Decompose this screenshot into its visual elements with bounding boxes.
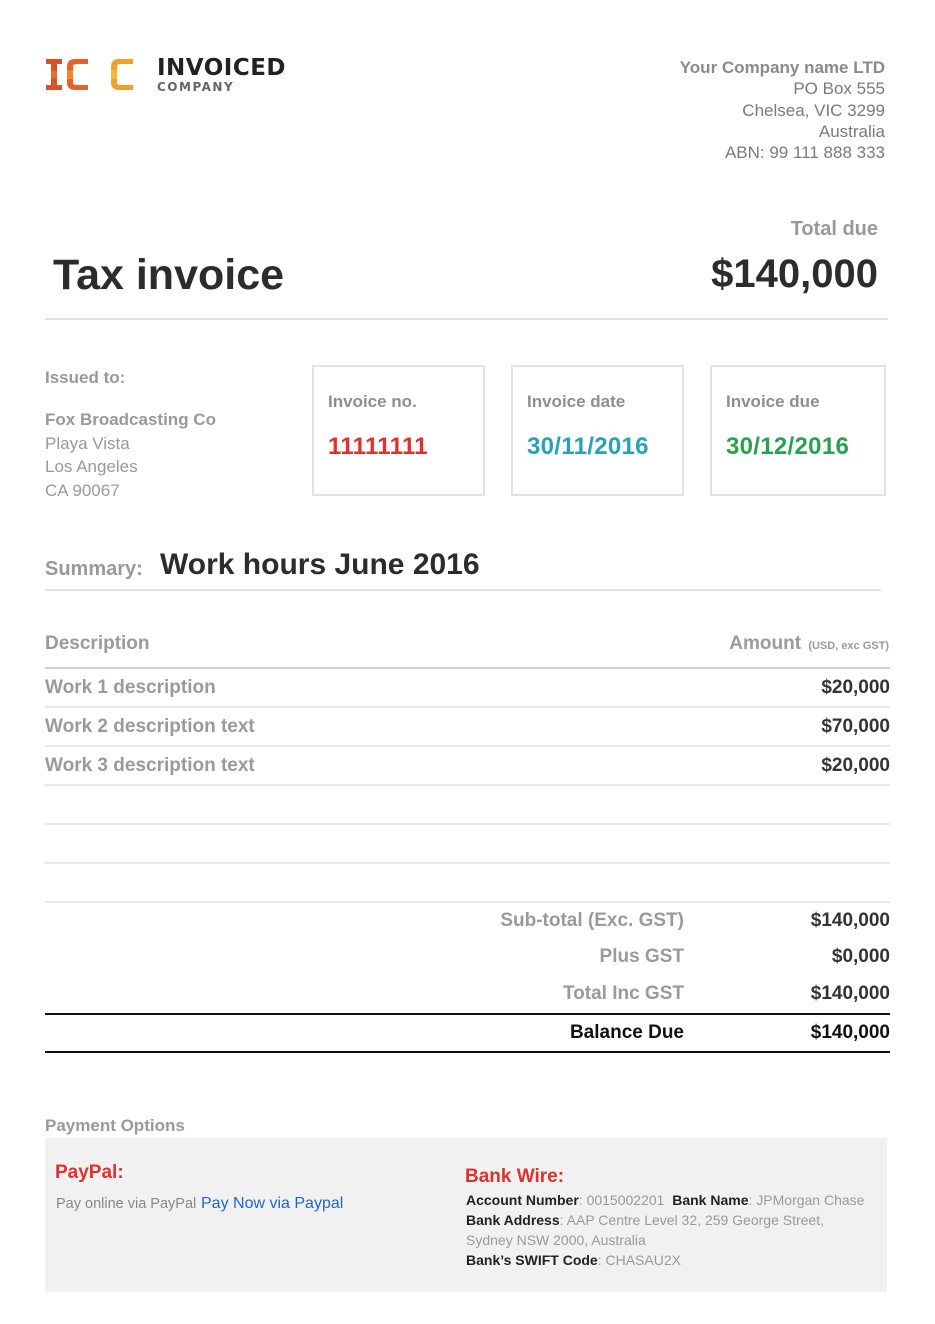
balance-due-label: Balance Due xyxy=(569,1022,684,1043)
account-number-value: 0015002201 xyxy=(586,1192,665,1208)
payment-options-panel xyxy=(45,1138,887,1292)
total-due-amount: $140,000 xyxy=(711,252,878,296)
logo-name: INVOICED xyxy=(157,55,286,81)
pay-now-paypal-link[interactable]: Pay Now via Paypal xyxy=(201,1195,344,1212)
client-address-line: CA 90067 xyxy=(45,481,120,501)
gst-value: $0,000 xyxy=(831,946,890,967)
bank-address-line-2: Sydney NSW 2000, Australia xyxy=(466,1232,646,1248)
summary-value: Work hours June 2016 xyxy=(160,548,480,581)
page-title: Tax invoice xyxy=(53,251,285,299)
table-row xyxy=(45,669,890,708)
company-name: Your Company name LTD xyxy=(679,58,885,77)
gst-row xyxy=(0,946,935,976)
divider xyxy=(45,1051,890,1053)
invoice-number-box xyxy=(312,365,485,496)
gst-label: Plus GST xyxy=(599,946,684,967)
row-description: Work 2 description text xyxy=(45,716,255,737)
summary-label: Summary: xyxy=(45,558,143,580)
bank-wire-details: Account Number: 0015002201 Bank Name: JPMorgan Chase Bank Address: AAP Centre Level 32, 259 George Street, Sydney NSW 2000, Australia Bank’s SWIFT Code: CHASAU2X xyxy=(466,1190,881,1270)
subtotal-label: Sub-total (Exc. GST) xyxy=(500,910,684,931)
company-abn: ABN: 99 111 888 333 xyxy=(724,143,885,163)
client-name: Fox Broadcasting Co xyxy=(45,410,216,429)
bank-name-value: JPMorgan Chase xyxy=(756,1192,865,1208)
row-amount: $20,000 xyxy=(821,755,890,776)
client-address-line: Los Angeles xyxy=(45,457,138,477)
invoice-due-value: 30/12/2016 xyxy=(726,433,850,460)
amount-column-header xyxy=(729,633,889,655)
table-row xyxy=(45,825,890,864)
invoice-number-label: Invoice no. xyxy=(328,392,417,411)
bank-address-label: Bank Address xyxy=(466,1212,560,1228)
description-column-header: Description xyxy=(45,633,150,654)
company-address-line: Australia xyxy=(818,121,885,141)
table-row xyxy=(45,747,890,786)
invoice-due-box xyxy=(710,365,886,496)
company-logo xyxy=(45,56,286,94)
client-address-line: Playa Vista xyxy=(45,433,130,453)
invoice-number-value: 11111111 xyxy=(328,433,428,460)
divider xyxy=(45,1013,890,1015)
bank-name-label: Bank Name xyxy=(672,1192,749,1208)
balance-due-row xyxy=(0,1022,935,1052)
invoice-date-box xyxy=(511,365,684,496)
table-row xyxy=(45,786,890,825)
row-amount: $20,000 xyxy=(821,677,890,698)
table-row xyxy=(45,708,890,747)
company-address-line: PO Box 555 xyxy=(793,79,885,99)
bank-address-value: AAP Centre Level 32, 259 George Street, xyxy=(566,1212,824,1228)
company-address xyxy=(680,57,885,163)
table-row xyxy=(45,864,890,903)
invoice-due-label: Invoice due xyxy=(726,392,820,411)
row-description: Work 3 description text xyxy=(45,755,255,776)
issued-to-label: Issued to: xyxy=(45,368,126,387)
bank-wire-title: Bank Wire: xyxy=(465,1166,565,1187)
paypal-title: PayPal: xyxy=(55,1162,124,1183)
total-inc-gst-row xyxy=(0,983,935,1013)
swift-code-value: CHASAU2X xyxy=(605,1252,681,1268)
amount-header-label: Amount xyxy=(729,633,802,654)
subtotal-value: $140,000 xyxy=(810,910,890,931)
logo-subtitle: COMPANY xyxy=(157,80,235,94)
swift-code-label: Bank’s SWIFT Code xyxy=(466,1252,598,1268)
account-number-label: Account Number xyxy=(466,1192,579,1208)
payment-options-title: Payment Options xyxy=(45,1116,185,1135)
invoice-date-label: Invoice date xyxy=(527,392,626,411)
divider xyxy=(45,318,888,320)
total-inc-gst-label: Total Inc GST xyxy=(562,983,684,1004)
total-inc-gst-value: $140,000 xyxy=(810,983,890,1004)
row-amount: $70,000 xyxy=(821,716,890,737)
amount-header-unit: (USD, exc GST) xyxy=(808,640,889,652)
balance-due-value: $140,000 xyxy=(810,1022,890,1043)
row-description: Work 1 description xyxy=(45,677,216,698)
divider xyxy=(45,589,881,591)
paypal-text: Pay online via PayPal xyxy=(56,1196,197,1212)
issued-to-address xyxy=(45,408,216,503)
subtotal-row xyxy=(0,910,935,940)
total-due-label: Total due xyxy=(790,218,878,240)
company-address-line: Chelsea, VIC 3299 xyxy=(742,100,885,120)
invoice-date-value: 30/11/2016 xyxy=(527,433,649,460)
logo-mark-icon xyxy=(45,56,135,94)
